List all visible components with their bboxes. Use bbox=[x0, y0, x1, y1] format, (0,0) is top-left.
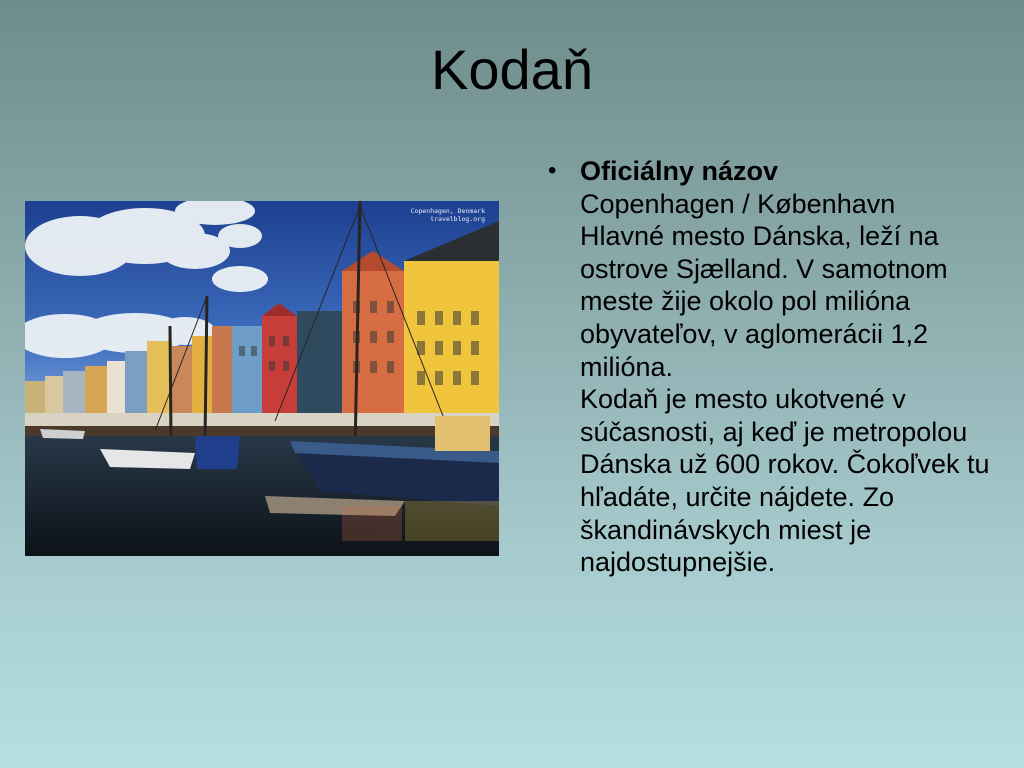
bullet-dot: • bbox=[548, 157, 557, 184]
bullet-heading: Oficiálny názov bbox=[580, 156, 779, 186]
photo-caption-source: travelblog.org bbox=[430, 215, 485, 223]
bullet-list bbox=[548, 155, 998, 579]
bullet-item bbox=[580, 155, 998, 579]
slide-title: Kodaň bbox=[431, 38, 593, 101]
photo-caption bbox=[399, 207, 485, 223]
harbor-illustration bbox=[25, 201, 499, 556]
official-name: Copenhagen / København bbox=[580, 188, 896, 219]
paragraph-1: Hlavné mesto Dánska, leží na ostrove Sjælland. V samotnom meste žije okolo pol milióna obyvateľov, v aglomerácii 1,2 milióna. bbox=[580, 221, 948, 382]
nyhavn-photo bbox=[25, 201, 499, 556]
paragraph-2: Kodaň je mesto ukotvené v súčasnosti, aj keď je metropolou Dánska už 600 rokov. Čokoľvek tu hľadáte, určite nájdete. Zo škandinávskych miest je najdostupnejšie. bbox=[580, 384, 990, 578]
photo-caption-location: Copenhagen, Denmark bbox=[410, 207, 485, 215]
